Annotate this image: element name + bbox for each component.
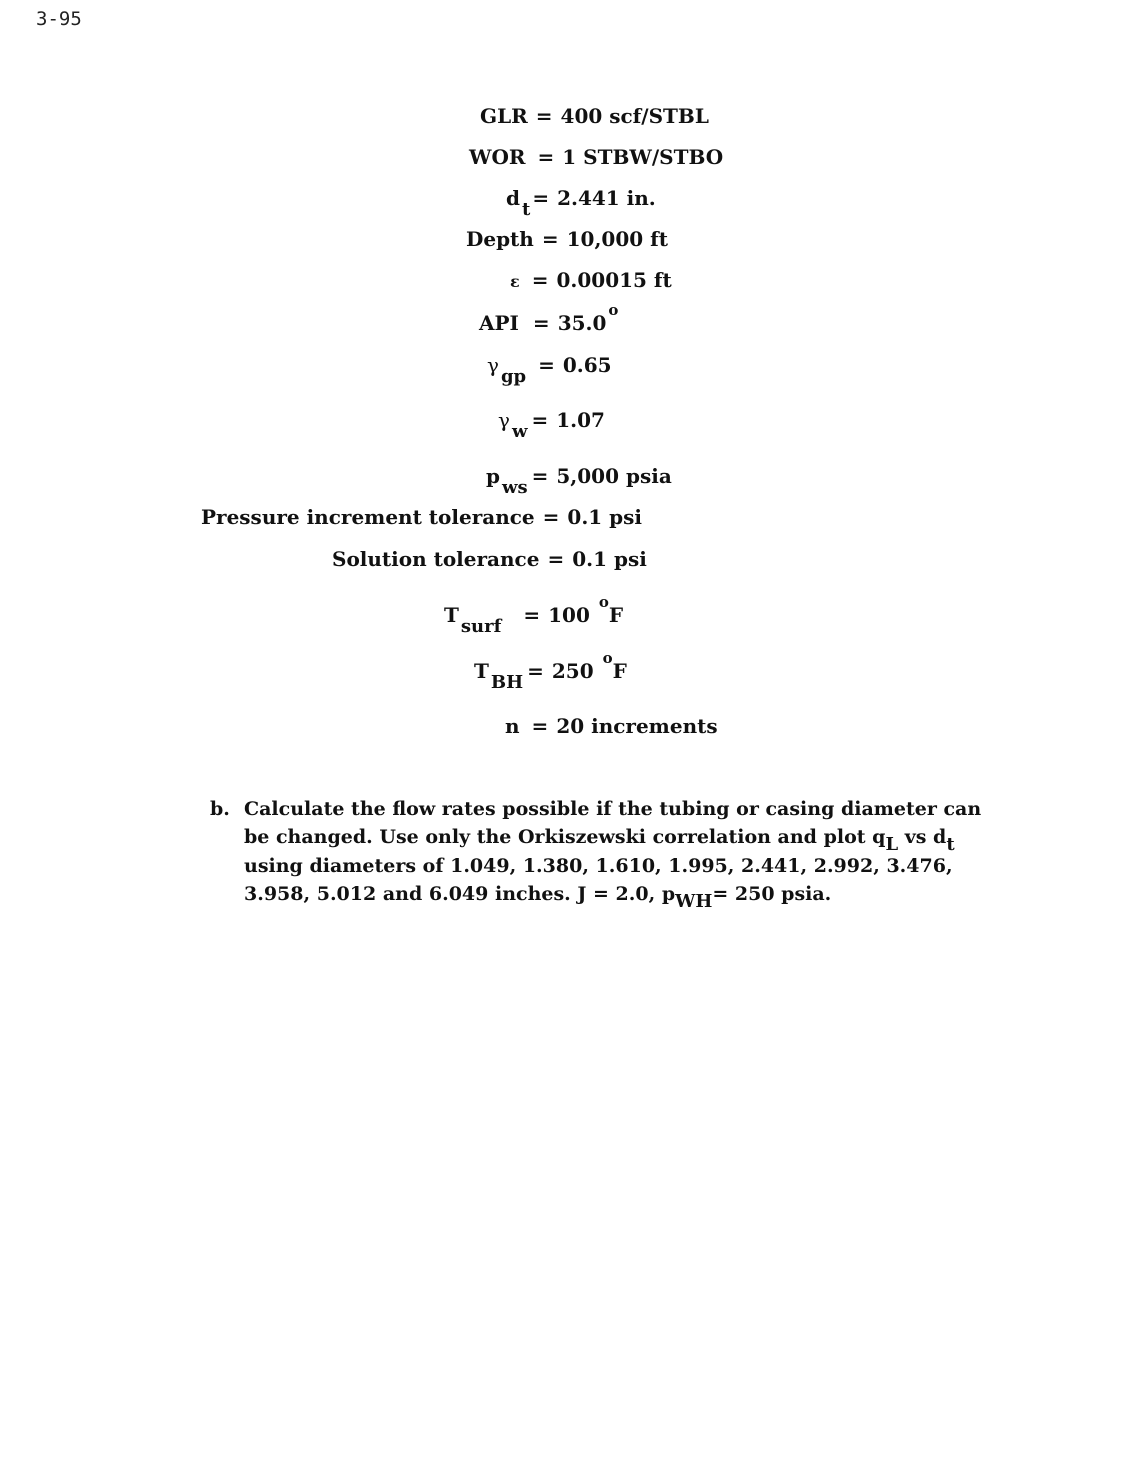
param-label: Depth — [466, 227, 534, 251]
param-glr — [480, 104, 709, 128]
param-roughness — [510, 268, 672, 292]
param-value: 0.65 — [562, 353, 612, 377]
param-label: API — [479, 311, 519, 335]
item-b-paragraph — [210, 795, 1010, 912]
param-tubing-diameter — [506, 186, 656, 220]
equals-sign: = — [532, 186, 550, 210]
param-value: 0.1 psi — [572, 547, 647, 571]
equals-sign: = — [535, 104, 553, 128]
param-gas-specific-gravity — [487, 353, 612, 387]
param-label: Solution tolerance — [332, 547, 540, 571]
param-value: 0.1 psi — [567, 505, 643, 529]
param-solution-tolerance — [332, 547, 647, 571]
equals-sign: = — [527, 659, 544, 683]
param-value: 0.00015 ft — [556, 268, 672, 292]
equals-sign: = — [542, 505, 560, 529]
param-static-pressure — [486, 464, 672, 498]
equals-sign: = — [532, 311, 550, 335]
param-surface-temperature — [444, 593, 624, 637]
param-label: T BH — [474, 659, 524, 693]
equals-sign: = — [531, 464, 549, 488]
param-value: 5,000 psia — [556, 464, 672, 488]
param-value: 100 $^o$F — [548, 593, 624, 627]
param-label: ε — [510, 272, 520, 291]
param-value: 400 scf/STBL — [560, 104, 709, 128]
item-b-body — [244, 795, 1010, 912]
param-depth — [466, 227, 668, 251]
param-label: p ws — [486, 464, 528, 498]
equals-sign: = — [538, 353, 555, 377]
param-value: 2.441 in. — [557, 186, 656, 210]
param-label: n — [505, 714, 520, 738]
param-bottomhole-temperature — [474, 649, 627, 693]
text-line: 3.958, 5.012 and 6.049 inches. J = 2.0, pWH= 250 psia. — [244, 883, 832, 912]
equals-sign: = — [531, 714, 549, 738]
param-value: 20 increments — [556, 714, 718, 738]
equals-sign: = — [541, 227, 559, 251]
param-increments — [505, 714, 718, 738]
param-label: GLR — [480, 104, 528, 128]
param-label: WOR — [469, 145, 526, 169]
equals-sign: = — [537, 145, 555, 169]
equals-sign: = — [531, 408, 549, 432]
page-number: 3-95 — [36, 8, 82, 30]
param-value: 250 $^o$F — [551, 649, 627, 683]
param-value: 10,000 ft — [566, 227, 668, 251]
equals-sign: = — [523, 603, 541, 627]
param-label: Pressure increment tolerance — [201, 505, 535, 529]
equals-sign: = — [547, 547, 565, 571]
param-value: 35.0$^o$ — [557, 301, 619, 335]
param-water-specific-gravity — [498, 408, 605, 442]
param-value: 1 STBW/STBO — [562, 145, 724, 169]
param-wor — [469, 145, 723, 169]
param-label: T surf — [444, 603, 502, 637]
param-label: γ gp — [487, 353, 527, 387]
text-line: using diameters of 1.049, 1.380, 1.610, 1.995, 2.441, 2.992, 3.476, — [244, 855, 953, 877]
param-value: 1.07 — [556, 408, 605, 432]
equals-sign: = — [531, 268, 549, 292]
text-line: Calculate the flow rates possible if the tubing or casing diameter can — [244, 798, 982, 820]
param-api-gravity — [479, 301, 619, 335]
item-label: b. — [210, 798, 230, 820]
text-line: be changed. Use only the Orkiszewski correlation and plot qL vs dt — [244, 826, 955, 855]
param-pressure-increment-tolerance — [201, 505, 642, 529]
param-label: d t — [506, 186, 531, 220]
param-label: γ w — [498, 408, 528, 442]
